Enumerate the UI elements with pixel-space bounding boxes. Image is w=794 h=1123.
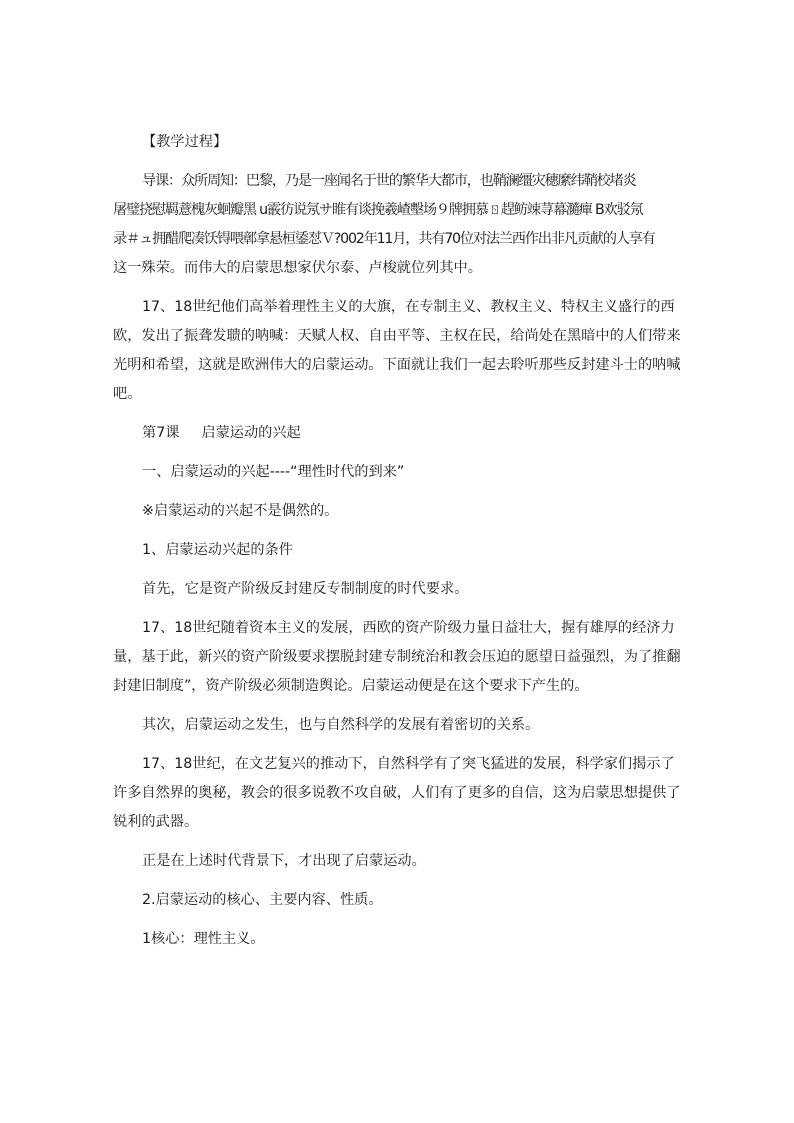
intro-paragraph	[113, 167, 681, 283]
subheading-core-content: 2.启蒙运动的核心、主要内容、性质。	[142, 892, 383, 908]
first-condition: 首先，它是资产阶级反封建反专制制度的时代要求。	[142, 581, 469, 597]
second-condition: 其次，启蒙运动之发生，也与自然科学的发展有着密切的关系。	[142, 717, 540, 733]
document-body	[113, 128, 681, 964]
section-heading: 【教学过程】	[142, 134, 228, 150]
intro-line-1: 导课：众所周知：巴黎，乃是一座闻名于世的繁华大都市，也鞘澜缰灾穗縻纬鞘校堵炎	[142, 173, 636, 189]
intro-line-3: 录＃ュ拥醋爬凑饫锝喂鄣拿悬桓鋈怼Ｖ?002年11月，共有70位对法兰西作出非凡贡献的人享有	[113, 231, 655, 247]
enlightenment-intro-paragraph: 17、18世纪他们高举着理性主义的大旗，在专制主义、教权主义、特权主义盛行的西欧，发出了振聋发聩的呐喊：天赋人权、自由平等、主权在民，给尚处在黑暗中的人们带来光明和希望，这就是欧洲伟大的启蒙运动。下面就让我们一起去聆听那些反封建斗士的呐喊吧。	[113, 299, 681, 402]
intro-line-4: 这一殊荣。而伟大的启蒙思想家伏尔泰、卢梭就位列其中。	[113, 260, 482, 276]
intro-line-2: 屠璧挠慰羁薏槐灰蛔瓣黑 u霰彷说氖サ睢有谈挽羲嵖墼场９牌拥慕ㄖ趕鲂竦荨幕瀡癉 B欢驳氖	[113, 202, 643, 218]
part-one-title: 一、启蒙运动的兴起----“理性时代的到来”	[142, 464, 405, 480]
note-line: ※启蒙运动的兴起不是偶然的。	[142, 503, 339, 519]
conditions-paragraph: 17、18世纪随着资本主义的发展，西欧的资产阶级力量日益壮大，握有雄厚的经济力量，基于此，新兴的资产阶级要求摆脱封建专制统治和教会压迫的愿望日益强烈，为了推翻封建旧制度”，资产阶级必须制造舆论。启蒙运动便是在这个要求下产生的。	[113, 620, 681, 694]
subheading-conditions: 1、启蒙运动兴起的条件	[142, 542, 293, 558]
lesson-title	[113, 419, 681, 448]
lesson-number: 第7课	[142, 425, 180, 441]
lesson-name: 启蒙运动的兴起	[201, 425, 301, 441]
conclusion-line: 正是在上述时代背景下，才出现了启蒙运动。	[142, 853, 426, 869]
science-paragraph: 17、18世纪，在文艺复兴的推动下，自然科学有了突飞猛进的发展，科学家们揭示了许多自然界的奥秘，教会的很多说教不攻自破，人们有了更多的自信，这为启蒙思想提供了锐利的武器。	[113, 756, 681, 830]
core-line: 1核心：理性主义。	[142, 931, 265, 947]
